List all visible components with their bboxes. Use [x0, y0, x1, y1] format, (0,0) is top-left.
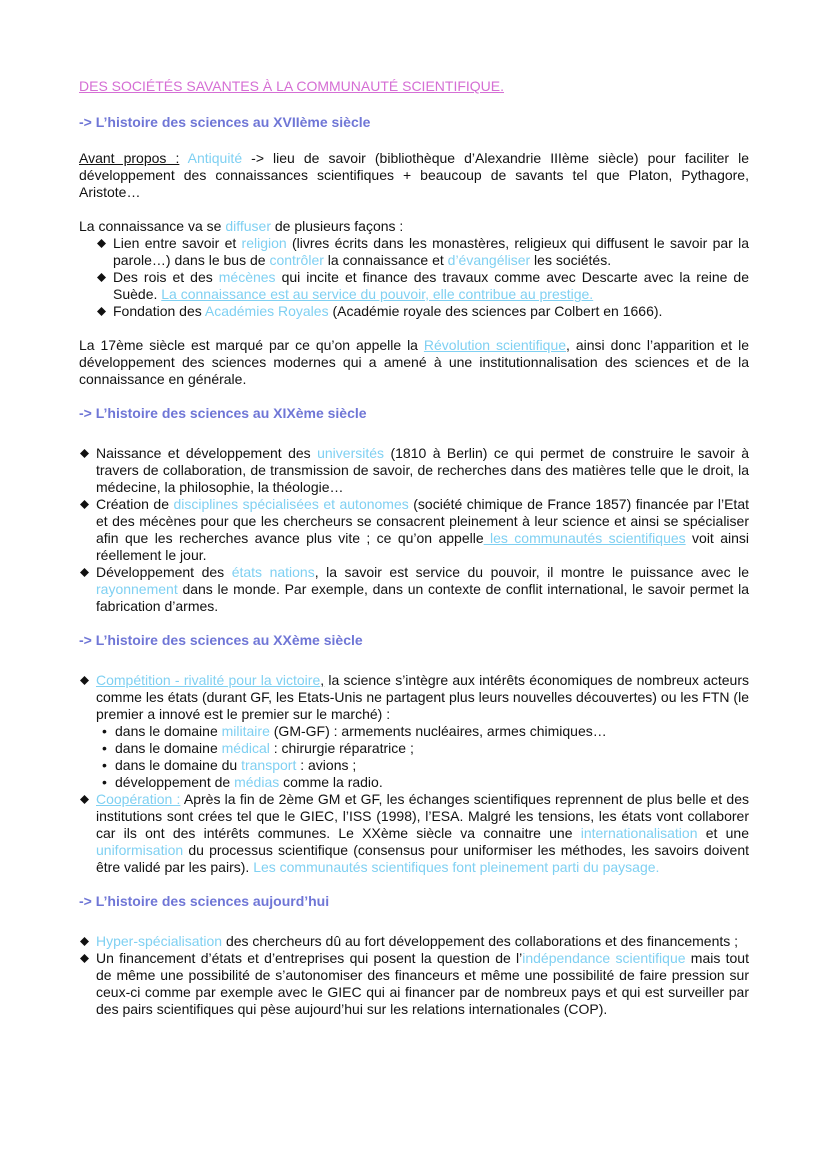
list-item — [96, 672, 749, 791]
text-run: dans le domaine — [115, 723, 222, 739]
revolution-paragraph — [79, 337, 749, 388]
highlight-communautes-paysage: Les communautés scientifiques font pleinement parti du paysage. — [253, 859, 660, 875]
text-run: (Académie royale des sciences par Colbert en 1666). — [328, 303, 663, 319]
text-run: la science s’intègre aux intérêts économiques de nombreux acteurs comme les états (durant GF, les Etats-Unis ne partagent plus leurs nouvelles découvertes) ou les FTN (le premier a innové est le premier sur le marché) : — [96, 672, 749, 722]
highlight-competition: Compétition - rivalité pour la victoire — [96, 672, 321, 688]
highlight-medias: médias — [234, 774, 280, 790]
text-run: qui incite et finance des travaux comme avec Descarte avec la reine de Suède. — [113, 269, 749, 302]
diamond-bullet-icon — [80, 568, 89, 577]
text-run: Création de — [96, 496, 174, 512]
highlight-independance: indépendance scientifique — [522, 950, 686, 966]
highlight-hyper-specialisation: Hyper-spécialisation — [96, 933, 223, 949]
foreword-paragraph — [79, 150, 749, 201]
diamond-bullet-icon — [80, 449, 89, 458]
list-item — [113, 235, 749, 269]
text-run: : avions ; — [296, 757, 357, 773]
text-run: , — [320, 672, 325, 688]
diffusion-intro — [79, 218, 749, 235]
highlight-cooperation: Coopération : — [96, 791, 181, 807]
section-heading-today: -> L’histoire des sciences aujourd’hui — [79, 893, 330, 909]
text-run: dans le domaine — [115, 740, 222, 756]
list-item — [96, 564, 749, 615]
highlight-controler: contrôler — [269, 252, 324, 268]
text-run: comme la radio. — [279, 774, 383, 790]
highlight-antiquite: Antiquité — [187, 150, 243, 166]
highlight-communautes: les communautés scientifiques — [483, 530, 686, 546]
text-run: (livres écrits dans les monastères, religieux qui diffusent le savoir par la parole…) dans le bus de — [113, 235, 749, 268]
text-run: et une — [697, 825, 749, 841]
diamond-bullet-icon — [80, 954, 89, 963]
nineteenth-century-list — [79, 445, 749, 615]
highlight-service-pouvoir: La connaissance est au service du pouvoir, elle contribue au prestige. — [161, 286, 594, 302]
foreword-label: Avant propos : — [79, 150, 180, 166]
diffusion-list — [79, 235, 749, 320]
highlight-transport: transport — [241, 757, 297, 773]
text-run: dans le domaine du — [115, 757, 242, 773]
text-run — [179, 150, 187, 166]
diamond-bullet-icon — [97, 239, 106, 248]
text-run: (société chimique de France 1857) financée par l’Etat et des mécènes pour que les chercheurs se consacrent pleinement à leur science et ainsi se spécialiser afin que les recherches avance plus vite ; ce qu’on appelle — [96, 496, 749, 546]
highlight-medical: médical — [221, 740, 270, 756]
text-run: de plusieurs façons : — [271, 218, 404, 234]
highlight-militaire: militaire — [221, 723, 270, 739]
document-title: DES SOCIÉTÉS SAVANTES À LA COMMUNAUTÉ SCIENTIFIQUE. — [79, 78, 504, 94]
text-run: La 17ème siècle est marqué par ce qu’on appelle la — [79, 337, 424, 353]
competition-domains-list — [96, 723, 749, 791]
text-run: du processus scientifique (consensus pour uniformiser les méthodes, les savoirs doivent être validé par les pairs). — [96, 842, 749, 875]
highlight-academies: Académies Royales — [204, 303, 329, 319]
highlight-internationalisation: internationalisation — [580, 825, 698, 841]
diamond-bullet-icon — [97, 307, 106, 316]
twentieth-century-list — [79, 672, 749, 876]
text-run: Un financement d’états et d’entreprises qui posent la question de l’ — [96, 950, 523, 966]
today-list — [79, 933, 749, 1018]
sub-list-item — [102, 774, 749, 791]
text-run: dans le monde. Par exemple, dans un contexte de conflit international, le savoir permet la fabrication d’armes. — [96, 581, 749, 614]
text-run: Après la fin de 2ème GM et GF, les échanges scientifiques reprennent de plus belle et des institutions sont crées tel que le GIEC, l’ISS (1998), l’ESA. Malgré les tensions, les états vont collaborer car ils ont des intérêts communes. Le XXème siècle va connaitre une — [96, 791, 749, 841]
text-run: -> lieu de savoir (bibliothèque d’Alexandrie IIIème siècle) pour faciliter le développement des connaissances scientifiques + beaucoup de savants tel que Platon, Pythagore, Aristote… — [79, 150, 749, 200]
list-item — [96, 445, 749, 496]
dot-bullet-icon: • — [102, 757, 107, 773]
list-item — [113, 303, 749, 320]
dot-bullet-icon: • — [102, 740, 107, 756]
text-run: développement de — [115, 774, 235, 790]
highlight-mecenes: mécènes — [218, 269, 276, 285]
list-item — [96, 791, 749, 876]
list-item — [113, 269, 749, 303]
text-run: La connaissance va se — [79, 218, 226, 234]
text-run: la connaissance et — [323, 252, 448, 268]
diamond-bullet-icon — [80, 676, 89, 685]
diamond-bullet-icon — [80, 937, 89, 946]
dot-bullet-icon: • — [102, 774, 107, 790]
highlight-uniformisation: uniformisation — [96, 842, 184, 858]
text-run: Naissance et développement des — [96, 445, 318, 461]
sub-list-item — [102, 723, 749, 740]
text-run: : chirurgie réparatrice ; — [269, 740, 414, 756]
diamond-bullet-icon — [80, 795, 89, 804]
highlight-disciplines: disciplines spécialisées et autonomes — [173, 496, 409, 512]
text-run: , la savoir est service du pouvoir, il montre le puissance avec le — [314, 564, 749, 580]
text-run: des chercheurs dû au fort développement des collaborations et des financements ; — [222, 933, 739, 949]
section-heading-17th-century: -> L’histoire des sciences au XVIIème siècle — [79, 114, 371, 130]
list-item — [96, 496, 749, 564]
highlight-rayonnement: rayonnement — [96, 581, 178, 597]
list-item — [96, 950, 749, 1018]
text-run: , ainsi donc l’apparition et le développement des sciences modernes qui a amené à une institutionnalisation des sciences et de la connaissance en générale. — [79, 337, 749, 387]
text-run: (1810 à Berlin) ce qui permet de construire le savoir à travers de collaboration, de transmission de savoir, de recherches dans des matières telle que le droit, la médecine, la philosophie, la théologie… — [96, 445, 749, 495]
text-run: Lien entre savoir et — [113, 235, 242, 251]
highlight-universites: universités — [317, 445, 385, 461]
sub-list-item — [102, 757, 749, 774]
text-run: les sociétés. — [530, 252, 612, 268]
highlight-evangeliser: d’évangéliser — [447, 252, 531, 268]
section-heading-19th-century: -> L’histoire des sciences au XIXème siècle — [79, 405, 367, 421]
dot-bullet-icon: • — [102, 723, 107, 739]
highlight-religion: religion — [241, 235, 287, 251]
diamond-bullet-icon — [97, 273, 106, 282]
diamond-bullet-icon — [80, 500, 89, 509]
list-item — [96, 933, 749, 950]
sub-list-item — [102, 740, 749, 757]
text-run: Des rois et des — [113, 269, 219, 285]
text-run: voit ainsi réellement le jour. — [96, 530, 750, 563]
section-heading-20th-century: -> L’histoire des sciences au XXème siècle — [79, 632, 363, 648]
highlight-revolution: Révolution scientifique — [423, 337, 567, 353]
text-run: (GM-GF) : armements nucléaires, armes chimiques… — [269, 723, 607, 739]
text-run: Fondation des — [113, 303, 205, 319]
text-run: Développement des — [96, 564, 232, 580]
highlight-etats-nations: états nations — [231, 564, 315, 580]
text-run: mais tout de même une possibilité de s’autonomiser des financeurs et même une possibilité de faire pression sur ceux-ci comme par exemple avec le GIEC qui ai financer par de nombreux pays et qui est surveiller par des pairs scientifiques qui pèse aujourd’hui sur les relations internationales (COP). — [96, 950, 749, 1017]
highlight-diffuser: diffuser — [225, 218, 271, 234]
